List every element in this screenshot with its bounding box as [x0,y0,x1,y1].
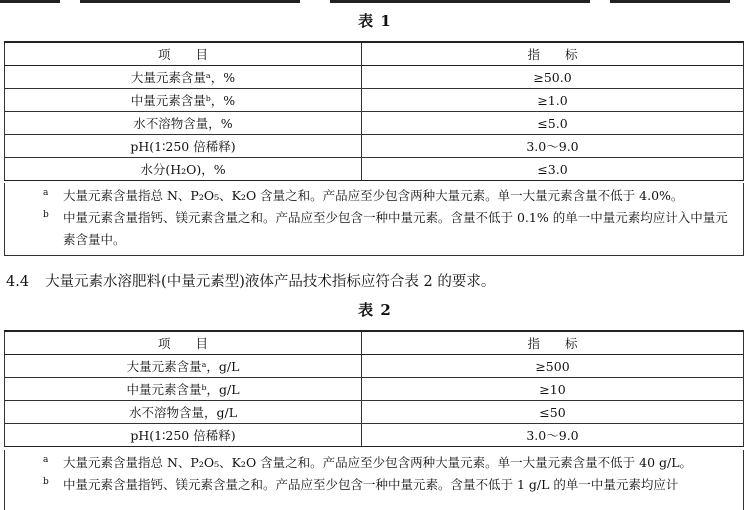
table2-row-value: ≥500 [362,355,744,378]
table-row [5,378,744,401]
table-row [5,355,744,378]
footnote-text: 中量元素含量指钙、镁元素含量之和。产品应至少包含一种中量元素。含量不低于 0.1% 的单一中量元素均应计入中量元素含量中。 [63,210,728,247]
table2-row-item: 中量元素含量ᵇ，g/L [5,378,362,401]
table1-row-item: 水分(H₂O)，% [5,158,362,181]
table1-row-item: 大量元素含量ᵃ，% [5,66,362,89]
footnote [5,207,743,251]
table-row [5,112,744,135]
table2-row-value: ≥10 [362,378,744,401]
table1-row-item: 水不溶物含量，% [5,112,362,135]
table1-row-value: ≥50.0 [362,66,744,89]
table-row [5,424,744,447]
section-number: 4.4 [6,274,30,290]
table2 [4,330,744,447]
footnote-mark: b [43,210,49,220]
table2-caption: 表 2 [358,301,392,319]
table1-header-row [5,42,744,66]
table1-footnotes [4,183,744,256]
table1-caption: 表 1 [358,12,392,30]
table-row [5,89,744,112]
table1-row-value: ≤3.0 [362,158,744,181]
table2-header-value: 指 标 [362,331,744,355]
table1-header-value: 指 标 [362,42,744,66]
table2-row-value: 3.0～9.0 [362,424,744,447]
table1-row-value: ≤5.0 [362,112,744,135]
table1-row-item: 中量元素含量ᵇ，% [5,89,362,112]
table1-row-value: ≥1.0 [362,89,744,112]
table2-row-item: pH(1∶250 倍稀释) [5,424,362,447]
footnote [5,185,743,207]
table2-row-value: ≤50 [362,401,744,424]
table2-row-item: 大量元素含量ᵃ，g/L [5,355,362,378]
table1 [4,41,744,181]
table-row [5,135,744,158]
cropped-text-top-edge [0,0,750,6]
footnote-text: 大量元素含量指总 N、P₂O₅、K₂O 含量之和。产品应至少包含两种大量元素。单一大量元素含量不低于 4.0%。 [63,188,684,203]
section-4-4-paragraph [6,270,746,291]
table2-header-item: 项 目 [5,331,362,355]
footnote-mark: a [43,455,49,465]
footnote [5,474,743,496]
table2-footnotes [4,450,744,510]
table1-header-item: 项 目 [5,42,362,66]
table-row [5,158,744,181]
table-row [5,401,744,424]
footnote-text: 大量元素含量指总 N、P₂O₅、K₂O 含量之和。产品应至少包含两种大量元素。单一大量元素含量不低于 40 g/L。 [63,455,693,470]
table2-header-row [5,331,744,355]
section-text: 大量元素水溶肥料(中量元素型)液体产品技术指标应符合表 2 的要求。 [45,274,496,290]
table-row [5,66,744,89]
footnote-mark: a [43,188,49,198]
footnote [5,452,743,474]
table1-row-item: pH(1∶250 倍稀释) [5,135,362,158]
table1-row-value: 3.0～9.0 [362,135,744,158]
footnote-text: 中量元素含量指钙、镁元素含量之和。产品应至少包含一种中量元素。含量不低于 1 g/L 的单一中量元素均应计 [63,477,679,492]
table2-row-item: 水不溶物含量，g/L [5,401,362,424]
footnote-mark: b [43,477,49,487]
